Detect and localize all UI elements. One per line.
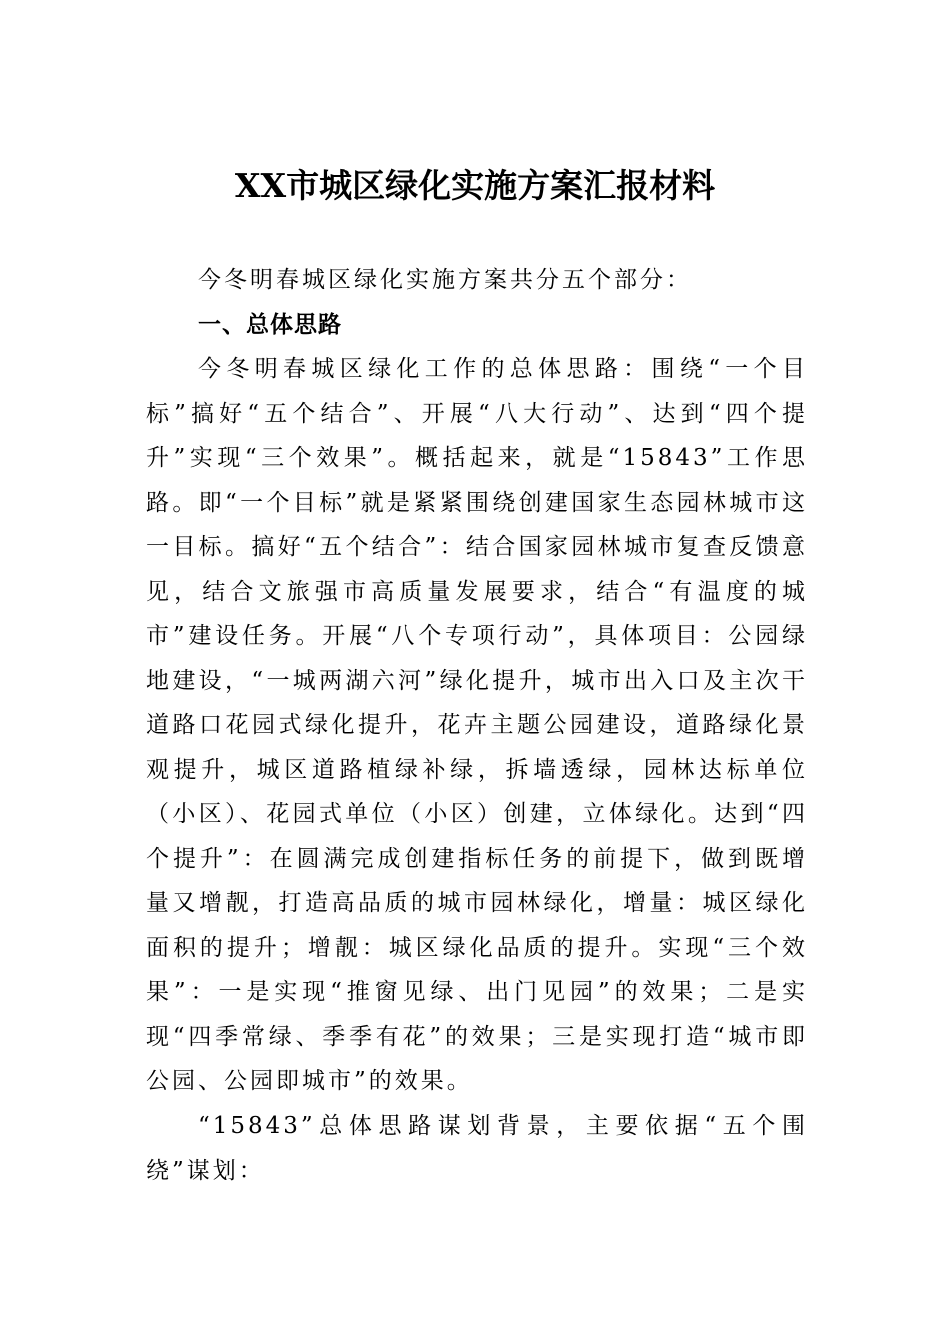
overall-approach-paragraph: 今冬明春城区绿化工作的总体思路：围绕“一个目标”搞好“五个结合”、开展“八大行动”、达到“四个提升”实现“三个效果”。概括起来，就是“15843”工作思路。即“一个目标”就是紧紧围绕创建国家生态园林城市这一目标。搞好“五个结合”：结合国家园林城市复查反馈意见，结合文旅强市高质量发展要求，结合“有温度的城市”建设任务。开展“八个专项行动”，具体项目：公园绿地建设，“一城两湖六河”绿化提升，城市出入口及主次干道路口花园式绿化提升，花卉主题公园建设，道路绿化景观提升，城区道路植绿补绿，拆墙透绿，园林达标单位（小区）、花园式单位（小区）创建，立体绿化。达到“四个提升”：在圆满完成创建指标任务的前提下，做到既增量又增靓，打造高品质的城市园林绿化，增量：城区绿化面积的提升；增靓：城区绿化品质的提升。实现“三个效果”：一是实现“推窗见绿、出门见园”的效果；二是实现“四季常绿、季季有花”的效果；三是实现打造“城市即公园、公园即城市”的效果。 (146, 356, 808, 1094)
section-heading-overall-approach: 一、总体思路 (198, 312, 342, 338)
intro-paragraph: 今冬明春城区绿化实施方案共分五个部分： (198, 267, 692, 293)
document-title: XX市城区绿化实施方案汇报材料 (234, 166, 716, 205)
approach-background-paragraph: “15843”总体思路谋划背景，主要依据“五个围绕”谋划： (146, 1113, 808, 1184)
